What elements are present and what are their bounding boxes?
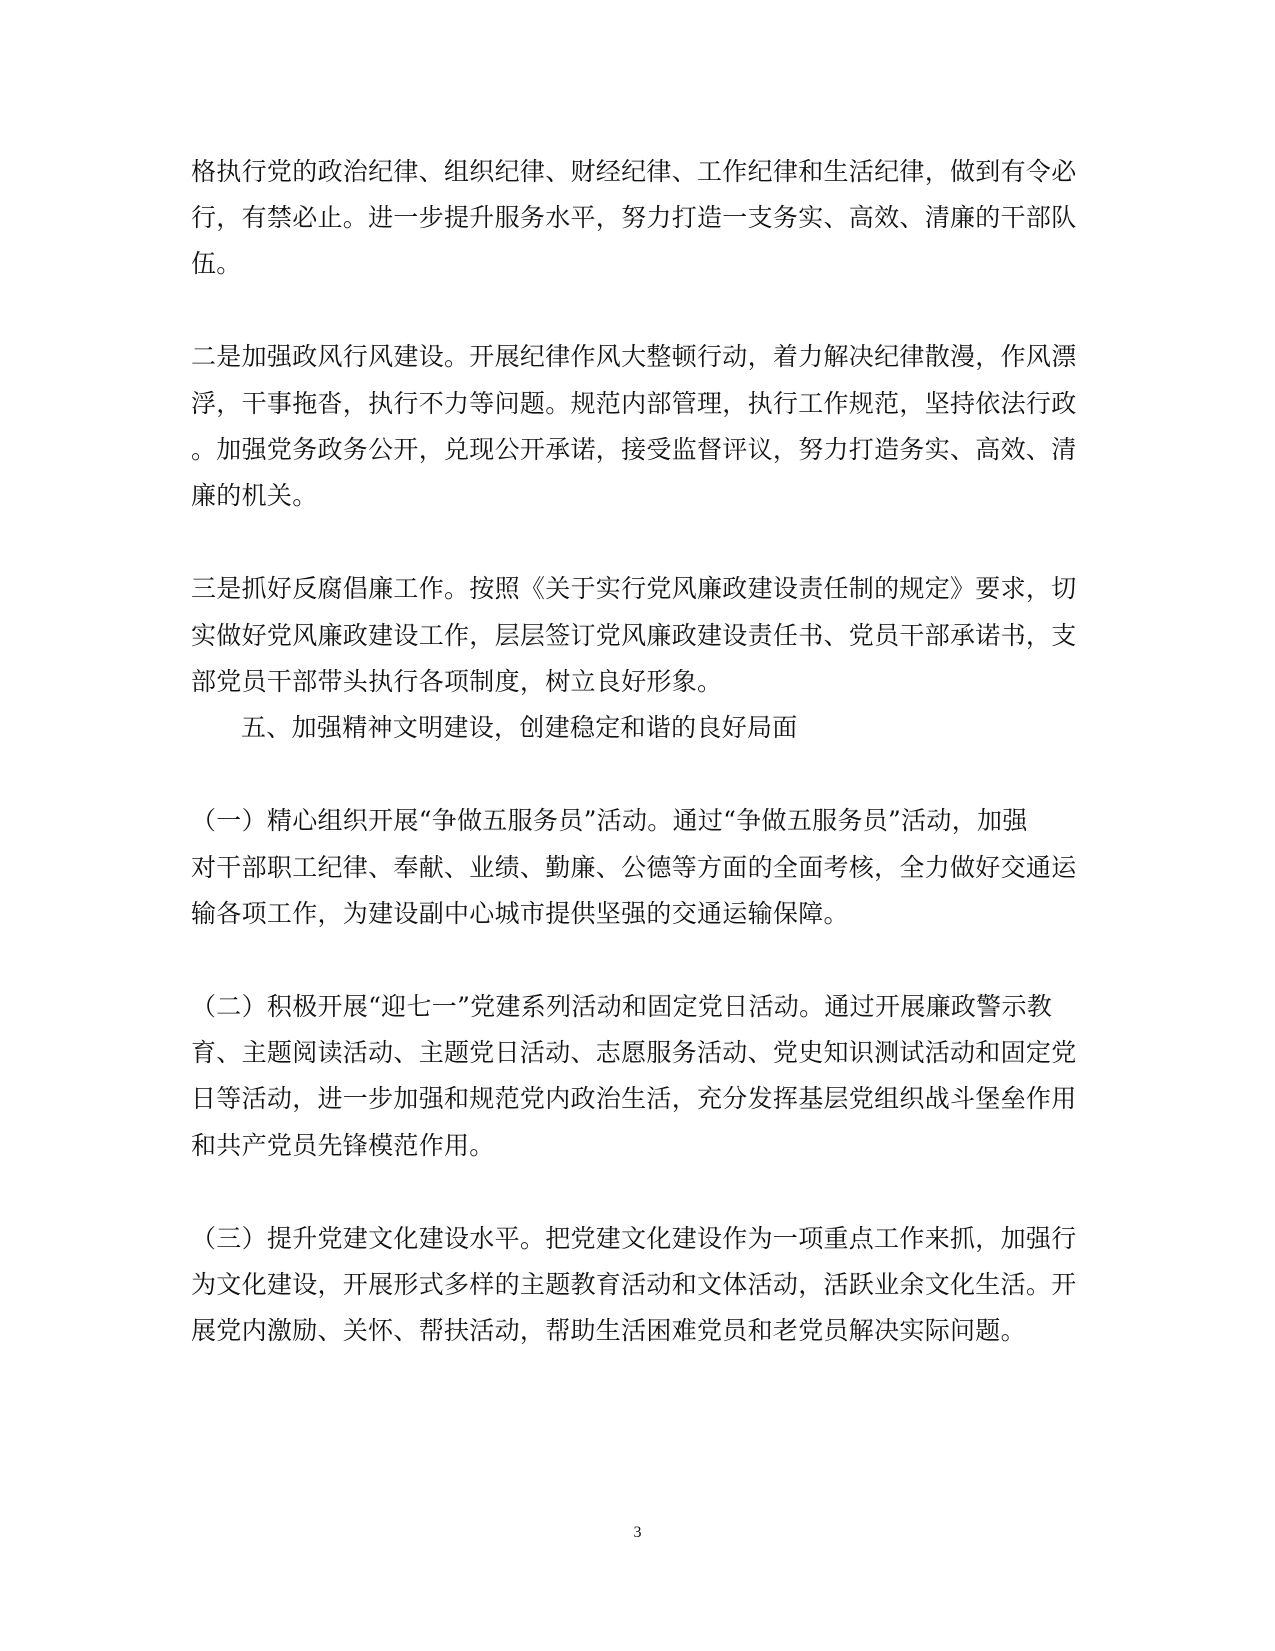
- paragraph-line: 和共产党员先锋模范作用。: [191, 1131, 495, 1160]
- paragraph-line: （三）提升党建文化建设水平。把党建文化建设作为一项重点工作来抓，加强行: [191, 1224, 1077, 1253]
- paragraph-line: 格执行党的政治纪律、组织纪律、财经纪律、工作纪律和生活纪律，做到有令必: [191, 157, 1077, 186]
- paragraph-line: 廉的机关。: [191, 481, 318, 510]
- paragraph-line: 展党内激励、关怀、帮扶活动，帮助生活困难党员和老党员解决实际问题。: [191, 1316, 1026, 1345]
- paragraph-line: 部党员干部带头执行各项制度，树立良好形象。: [191, 667, 723, 696]
- paragraph-line: 二是加强政风行风建设。开展纪律作风大整顿行动，着力解决纪律散漫，作风漂: [191, 342, 1077, 371]
- paragraph-line: （二）积极开展“迎七一”党建系列活动和固定党日活动。通过开展廉政警示教: [191, 992, 1053, 1021]
- paragraph-line: 对干部职工纪律、奉献、业绩、勤廉、公德等方面的全面考核，全力做好交通运: [191, 853, 1077, 882]
- paragraph-line: 日等活动，进一步加强和规范党内政治生活，充分发挥基层党组织战斗堡垒作用: [191, 1084, 1077, 1113]
- page-number: 3: [633, 1524, 642, 1541]
- paragraph-line: 为文化建设，开展形式多样的主题教育活动和文体活动，活跃业余文化生活。开: [191, 1270, 1077, 1299]
- paragraph-line: 育、主题阅读活动、主题党日活动、志愿服务活动、党史知识测试活动和固定党: [191, 1038, 1077, 1067]
- paragraph-line: （一）精心组织开展“争做五服务员”活动。通过“争做五服务员”活动，加强: [191, 806, 1028, 835]
- paragraph-line: 实做好党风廉政建设工作，层层签订党风廉政建设责任书、党员干部承诺书，支: [191, 621, 1077, 650]
- paragraph-line: 输各项工作，为建设副中心城市提供坚强的交通运输保障。: [191, 899, 849, 928]
- paragraph-line: 行，有禁必止。进一步提升服务水平，努力打造一支务实、高效、清廉的干部队: [191, 203, 1077, 232]
- paragraph-line: 伍。: [191, 249, 242, 278]
- paragraph-line: 浮，干事拖沓，执行不力等问题。规范内部管理，执行工作规范，坚持依法行政: [191, 389, 1077, 418]
- paragraph-line: 。加强党务政务公开，兑现公开承诺，接受监督评议，努力打造务实、高效、清: [191, 435, 1077, 464]
- paragraph-line: 三是抓好反腐倡廉工作。按照《关于实行党风廉政建设责任制的规定》要求，切: [191, 574, 1077, 603]
- section-heading: 五、加强精神文明建设，创建稳定和谐的良好局面: [241, 713, 798, 742]
